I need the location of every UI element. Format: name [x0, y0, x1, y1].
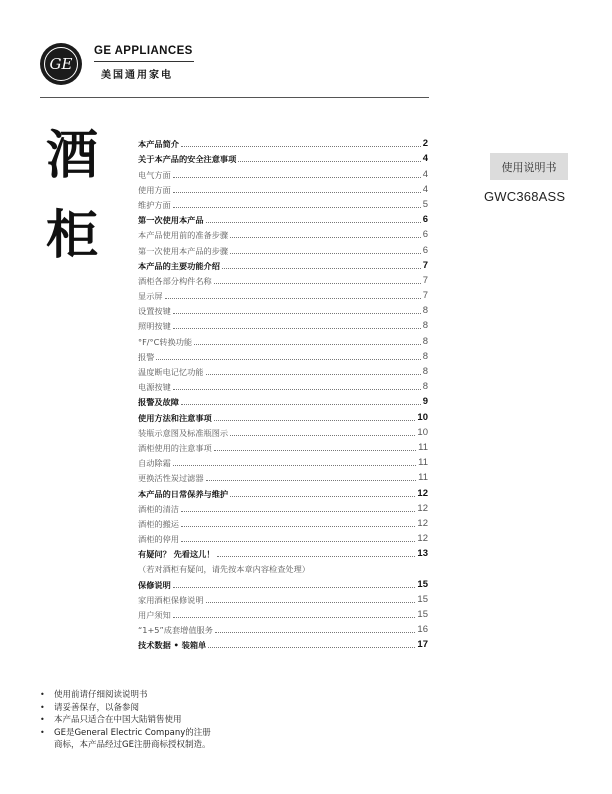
toc-entry[interactable]	[138, 635, 428, 650]
toc-entry-label: 保修说明	[138, 579, 171, 590]
toc-leader-dots	[173, 389, 421, 390]
toc-leader-dots	[173, 207, 421, 208]
toc-entry-page: 7	[422, 274, 428, 286]
toc-leader-dots	[222, 268, 421, 269]
toc-leader-dots	[206, 222, 421, 223]
toc-entry-page: 16	[417, 624, 428, 636]
title-char-1: 酒	[46, 125, 99, 186]
toc-entry-label: °F/°C转换功能	[138, 336, 193, 347]
toc-leader-dots	[214, 420, 416, 421]
brand-divider	[94, 61, 194, 62]
toc-leader-dots	[238, 161, 420, 162]
table-of-contents	[138, 134, 428, 650]
toc-entry[interactable]	[138, 529, 428, 544]
toc-entry-label: 使用方面	[138, 184, 171, 195]
toc-leader-dots	[181, 526, 415, 527]
toc-entry-page: 13	[417, 548, 428, 560]
toc-entry-page: 12	[417, 502, 428, 514]
toc-entry-label: 设置按键	[138, 306, 171, 317]
toc-entry-page: 8	[422, 335, 428, 347]
toc-leader-dots	[217, 556, 416, 557]
toc-entry-label: 报警及故障	[138, 397, 179, 408]
toc-entry[interactable]	[138, 620, 428, 635]
toc-entry[interactable]	[138, 164, 428, 179]
toc-entry[interactable]	[138, 590, 428, 605]
toc-entry[interactable]	[138, 180, 428, 195]
toc-entry-label: 装瓶示意图及标准瓶图示	[138, 427, 229, 438]
toc-leader-dots	[156, 359, 420, 360]
title-char-2: 柜	[46, 205, 99, 266]
toc-entry-label: 技术数据 • 装箱单	[138, 640, 207, 651]
toc-leader-dots	[214, 450, 416, 451]
toc-entry[interactable]	[138, 453, 428, 468]
toc-entry-label: 维护方面	[138, 199, 171, 210]
toc-entry-label: 关于本产品的安全注意事项	[138, 154, 237, 165]
toc-entry-label: 照明按键	[138, 321, 171, 332]
toc-entry[interactable]	[138, 559, 428, 574]
manual-badge: 使用说明书	[490, 153, 568, 180]
toc-entry-page: 2	[422, 138, 428, 150]
toc-entry-label: “1+5”成套增值服务	[138, 625, 213, 636]
toc-leader-dots	[194, 344, 421, 345]
toc-entry-label: 更换活性炭过滤器	[138, 473, 204, 484]
toc-entry-label: （若对酒柜有疑问，请先按本章内容检查处理）	[138, 564, 310, 575]
bullet-icon: •	[40, 702, 45, 712]
note-text: 使用前请仔细阅读说明书	[54, 690, 148, 700]
toc-entry-page: 11	[418, 441, 428, 453]
toc-leader-dots	[206, 374, 421, 375]
toc-entry-page: 9	[422, 396, 428, 408]
note-item	[40, 727, 211, 740]
toc-entry-label: 家用酒柜保修说明	[138, 594, 204, 605]
toc-leader-dots	[208, 647, 415, 648]
toc-entry-page: 12	[417, 533, 428, 545]
toc-leader-dots	[230, 435, 415, 436]
toc-entry-label: 酒柜使用的注意事项	[138, 442, 212, 453]
bullet-icon	[40, 739, 54, 752]
toc-entry[interactable]	[138, 225, 428, 240]
toc-entry-page: 6	[422, 229, 428, 241]
toc-entry-page: 4	[422, 183, 428, 195]
toc-entry-page: 12	[417, 517, 428, 529]
toc-entry-page: 15	[417, 578, 428, 590]
toc-entry-label: 本产品的日常保养与维护	[138, 488, 229, 499]
toc-entry-label: 电气方面	[138, 169, 171, 180]
toc-entry-label: 本产品简介	[138, 139, 179, 150]
toc-entry[interactable]	[138, 347, 428, 362]
toc-entry-page: 11	[418, 472, 428, 484]
toc-entry-page: 5	[422, 198, 428, 210]
toc-entry[interactable]	[138, 423, 428, 438]
toc-entry-label: 自动除霜	[138, 458, 171, 469]
toc-leader-dots	[173, 465, 416, 466]
toc-entry[interactable]	[138, 574, 428, 589]
toc-entry-label: 使用方法和注意事项	[138, 412, 212, 423]
brand-name-english: GE APPLIANCES	[94, 45, 193, 57]
toc-entry-page: 7	[422, 290, 428, 302]
toc-leader-dots	[165, 298, 421, 299]
toc-entry[interactable]	[138, 377, 428, 392]
toc-entry[interactable]	[138, 134, 428, 149]
toc-entry-label: 有疑问？ 先看这儿！	[138, 549, 215, 560]
toc-entry[interactable]	[138, 256, 428, 271]
toc-entry-label: 第一次使用本产品	[138, 215, 204, 226]
toc-entry[interactable]	[138, 195, 428, 210]
bullet-icon: •	[40, 690, 45, 699]
toc-entry[interactable]	[138, 483, 428, 498]
toc-entry-label: 酒柜的清洁	[138, 503, 179, 514]
toc-leader-dots	[173, 617, 416, 618]
toc-entry[interactable]	[138, 499, 428, 514]
toc-entry[interactable]	[138, 392, 428, 407]
toc-leader-dots	[230, 253, 421, 254]
toc-leader-dots	[181, 404, 421, 405]
toc-entry-page: 10	[417, 411, 428, 423]
bullet-icon: •	[40, 727, 45, 737]
toc-entry[interactable]	[138, 210, 428, 225]
toc-leader-dots	[173, 328, 421, 329]
toc-entry-page: 8	[422, 350, 428, 362]
notes-list	[40, 689, 211, 752]
note-item	[40, 714, 211, 727]
toc-entry-label: 温度断电记忆功能	[138, 367, 204, 377]
toc-entry-label: 电源按键	[138, 382, 171, 393]
toc-leader-dots	[214, 283, 421, 284]
toc-entry[interactable]	[138, 468, 428, 483]
note-text: 本产品只适合在中国大陆销售使用	[54, 715, 182, 725]
toc-entry[interactable]	[138, 286, 428, 301]
toc-entry-page: 6	[422, 214, 428, 226]
toc-entry-label: 本产品使用前的准备步骤	[138, 230, 229, 241]
toc-leader-dots	[173, 313, 421, 314]
toc-entry[interactable]	[138, 331, 428, 346]
note-text: 商标，本产品经过GE注册商标授权制造。	[54, 740, 211, 750]
toc-leader-dots	[173, 587, 416, 588]
toc-entry[interactable]	[138, 605, 428, 620]
toc-leader-dots	[181, 511, 415, 512]
toc-entry-label: 报警	[138, 351, 155, 362]
toc-entry[interactable]	[138, 271, 428, 286]
toc-entry-page: 8	[422, 366, 428, 377]
toc-entry[interactable]	[138, 407, 428, 422]
toc-entry[interactable]	[138, 544, 428, 559]
header-rule	[40, 97, 429, 98]
toc-entry-label: 第一次使用本产品的步骤	[138, 245, 229, 256]
model-number: GWC368ASS	[484, 189, 566, 204]
toc-entry-page: 8	[422, 305, 428, 317]
toc-entry-page: 4	[422, 153, 428, 165]
toc-leader-dots	[230, 237, 421, 238]
toc-entry-page: 10	[417, 426, 428, 438]
toc-entry-label: 酒柜的搬运	[138, 518, 179, 529]
toc-entry-page: 12	[417, 487, 428, 499]
toc-entry-page: 4	[422, 168, 428, 180]
toc-entry-page: 8	[422, 381, 428, 393]
toc-entry[interactable]	[138, 240, 428, 255]
toc-leader-dots	[230, 496, 415, 497]
toc-entry-page: 15	[417, 593, 428, 605]
toc-leader-dots	[181, 146, 421, 147]
note-item	[40, 702, 211, 715]
toc-leader-dots	[206, 480, 417, 481]
toc-entry[interactable]	[138, 514, 428, 529]
toc-entry[interactable]	[138, 362, 428, 377]
toc-leader-dots	[181, 541, 415, 542]
toc-entry[interactable]	[138, 149, 428, 164]
toc-entry[interactable]	[138, 316, 428, 331]
ge-logo	[40, 43, 82, 85]
bullet-icon: •	[40, 715, 45, 724]
toc-entry-label: 显示屏	[138, 291, 163, 302]
brand-name-chinese: 美国通用家电	[101, 70, 173, 81]
toc-entry-page: 11	[418, 457, 428, 469]
toc-leader-dots	[206, 602, 416, 603]
note-item	[40, 739, 211, 752]
toc-leader-dots	[173, 177, 421, 178]
toc-entry[interactable]	[138, 301, 428, 316]
note-text: GE是General Electric Company的注册	[54, 727, 211, 738]
toc-entry-page: 6	[422, 244, 428, 256]
toc-entry-label: 用户须知	[138, 610, 171, 620]
toc-entry-page: 17	[417, 639, 428, 651]
toc-leader-dots	[215, 632, 416, 633]
toc-entry-label: 酒柜的停用	[138, 534, 179, 545]
note-item	[40, 689, 211, 702]
note-text: 请妥善保存，以备参阅	[54, 702, 140, 713]
toc-leader-dots	[173, 192, 421, 193]
ge-monogram: GE	[44, 47, 78, 81]
toc-entry-label: 酒柜各部分构件名称	[138, 275, 212, 286]
toc-entry-page: 8	[422, 320, 428, 332]
toc-entry[interactable]	[138, 438, 428, 453]
toc-entry-label: 本产品的主要功能介绍	[138, 260, 220, 271]
toc-entry-page: 15	[417, 609, 428, 620]
toc-entry-page: 7	[422, 259, 428, 271]
